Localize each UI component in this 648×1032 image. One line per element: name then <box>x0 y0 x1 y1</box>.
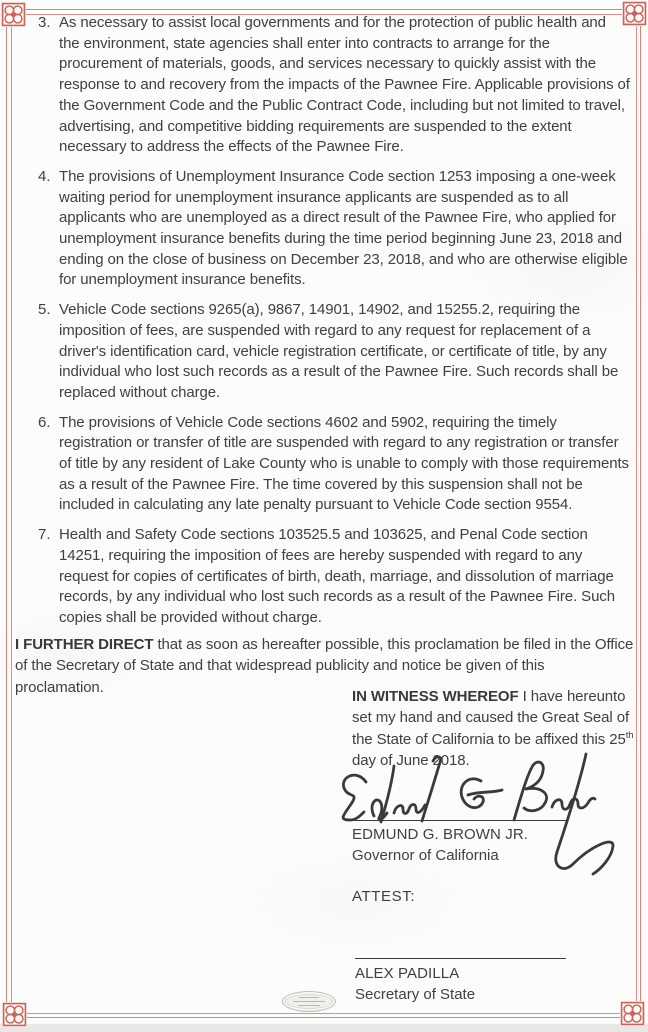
clause-text: Vehicle Code sections 9265(a), 9867, 14901, 14902, and 15255.2, requiring the imposition of fees, are suspended with regard to any request for replacement of a driver's identification card, vehicle registration certificate, or certificate of title, by any individual who lost such records as a result of the Pawnee Fire. Such records shall be replaced without charge. <box>59 301 619 401</box>
corner-knot-ornament-icon <box>620 1001 645 1026</box>
clause-text: The provisions of Vehicle Code sections 4602 and 5902, requiring the timely registration or transfer of title are suspended with regard to any registration or transfer of title by any resident of Lake County who is unable to comply with those requirements as a result of the Pawnee Fire. The time covered by this suspension shall not be included in calculating any late penalty pursuant to Vehicle Code section 9554. <box>59 413 629 514</box>
clause-item-6 <box>38 413 634 517</box>
clause-text: Health and Safety Code sections 103525.5 and 103625, and Penal Code section 14251, requiring the imposition of fees are hereby suspended with regard to any request for copies of certificates of birth, death, marriage, and dissolution of marriage records, by any individual who lost such records as a result of the Pawnee Fire. Such copies shall be provided without charge. <box>59 526 615 626</box>
governor-title: Governor of California <box>352 847 499 864</box>
governor-name: EDMUND G. BROWN JR. <box>352 826 529 843</box>
attest-label: ATTEST: <box>352 888 416 905</box>
secretary-signature-block <box>355 958 585 1005</box>
signature-line <box>355 958 566 959</box>
secretary-name: ALEX PADILLA <box>355 965 460 982</box>
clause-item-5 <box>38 300 634 404</box>
clause-item-4 <box>38 167 634 291</box>
corner-knot-ornament-icon <box>2 1002 27 1027</box>
clause-number: 7. <box>38 526 51 544</box>
witness-body-a: I have hereunto set my hand and caused the Great Seal of the State of California to be affixed this 25 <box>352 688 630 748</box>
clause-item-7 <box>38 525 634 629</box>
witness-body-b: day of June 2018. <box>352 752 470 770</box>
witness-lead: IN WITNESS WHEREOF <box>352 688 519 705</box>
further-direct-body: that as soon as hereafter possible, this proclamation be filed in the Office of the Secretary of State and that widespread publicity and notice be given of this proclamation. <box>15 636 634 696</box>
clause-text: As necessary to assist local governments and for the protection of public health and the environment, state agencies shall enter into contracts to arrange for the procurement of materials, goods, and services necessary to quickly assist with the response to and recovery from the impacts of the Pawnee Fire. Applicable provisions of the Government Code and the Public Contract Code, including but not limited to travel, advertising, and competitive bidding requirements are suspended to the extent necessary to address the effects of the Pawnee Fire. <box>59 14 630 156</box>
clause-number: 4. <box>38 167 51 185</box>
clause-text: The provisions of Unemployment Insurance Code section 1253 imposing a one-week waiting period for unemployment insurance applicants are suspended as to all applicants who are unemployed as a direct result of the Pawnee Fire, who applied for unemployment insurance benefits during the time period beginning June 23, 2018 and ending on the close of business on December 23, 2018, and who are otherwise eligible for unemployment insurance benefits. <box>59 167 628 289</box>
corner-knot-ornament-icon <box>1 2 26 27</box>
governor-signature-block <box>352 820 582 866</box>
embossed-seal-icon <box>282 991 336 1012</box>
secretary-title: Secretary of State <box>355 986 476 1003</box>
ordinal-superscript: th <box>625 729 634 741</box>
further-direct-lead: I FURTHER DIRECT <box>15 636 154 653</box>
clause-number: 5. <box>38 301 51 319</box>
numbered-clause-list <box>38 13 634 638</box>
clause-item-3 <box>38 13 634 158</box>
clause-number: 3. <box>38 14 51 31</box>
signature-line <box>352 820 568 821</box>
clause-number: 6. <box>38 413 51 431</box>
